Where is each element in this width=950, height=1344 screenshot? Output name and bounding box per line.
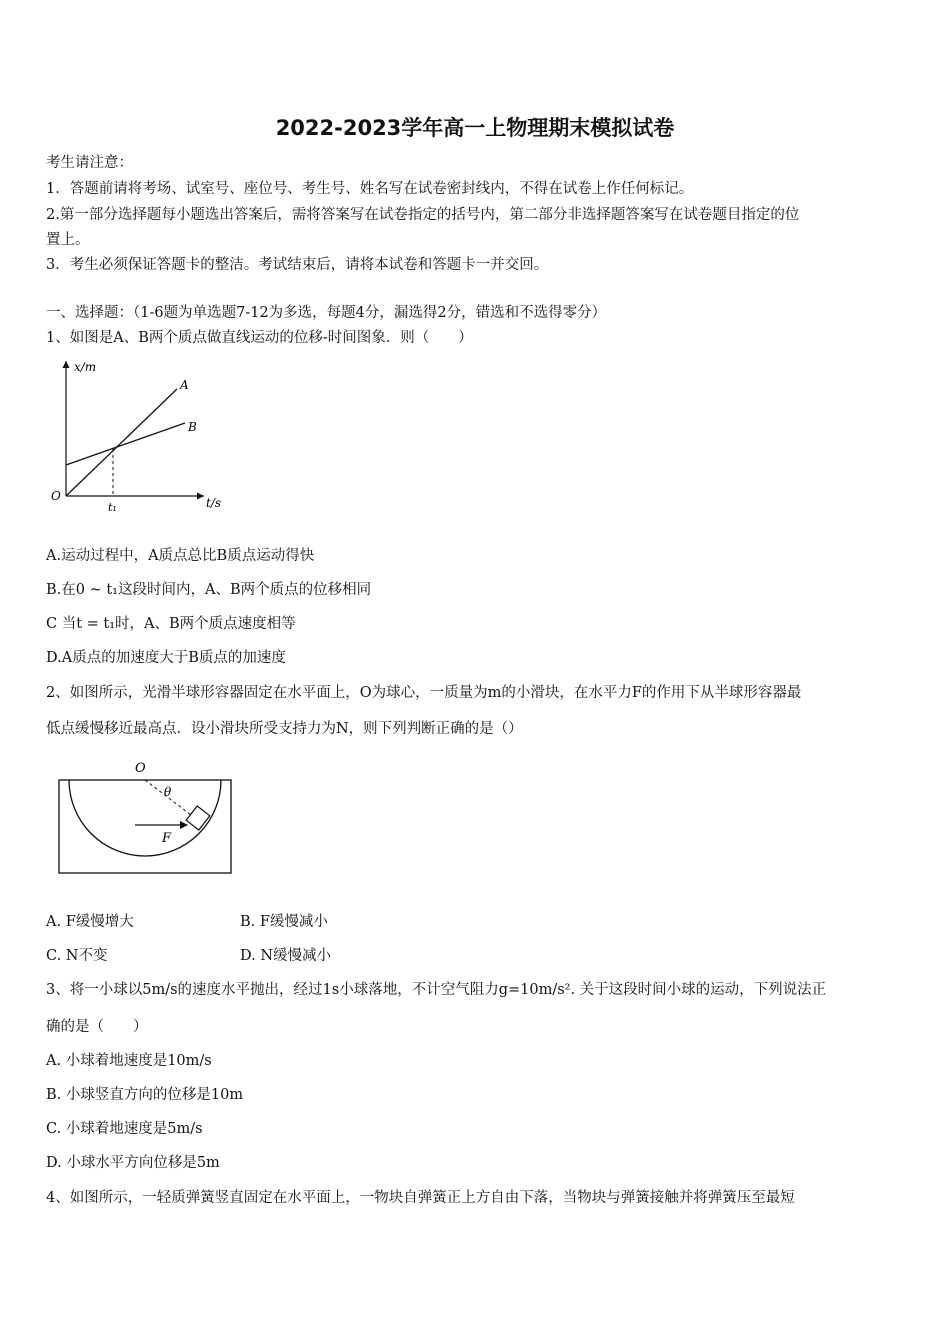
q1-option-a: A.运动过程中，A质点总比B质点运动得快 — [46, 548, 315, 564]
notice-item: 1．答题前请将考场、试室号、座位号、考生号、姓名写在试卷密封线内，不得在试卷上作任何标记。 — [46, 181, 694, 197]
q1-option-b: B.在0 ~ t₁这段时间内，A、B两个质点的位移相同 — [46, 582, 372, 598]
line-b-label: B — [188, 420, 197, 434]
y-axis-label: x/m — [74, 360, 97, 374]
line-a — [66, 389, 177, 496]
q1-option-d: D.A质点的加速度大于B质点的加速度 — [46, 650, 286, 666]
q2-option-d: D. N缓慢减小 — [240, 948, 332, 964]
line-a-label: A — [180, 378, 189, 392]
q1-option-c: C 当t = t₁时，A、B两个质点速度相等 — [46, 616, 296, 632]
q2-stem-line1: 2、如图所示，光滑半球形容器固定在水平面上，O为球心，一质量为m的小滑块，在水平力F的作用下从半球形容器最 — [46, 685, 802, 701]
q1-xt-graph — [44, 355, 234, 520]
q2-option-a: A. F缓慢增大 — [46, 914, 134, 930]
q3-option-c: C. 小球着地速度是5m/s — [46, 1121, 203, 1137]
q2-option-c: C. N不变 — [46, 948, 108, 964]
q3-stem-line2: 确的是（ ） — [46, 1019, 148, 1035]
origin-label: O — [51, 489, 61, 503]
force-label: F — [162, 831, 172, 846]
q3-stem-line1: 3、将一小球以5m/s的速度水平抛出，经过1s小球落地，不计空气阻力g=10m/s². 关于这段时间小球的运动，下列说法正 — [46, 982, 827, 998]
q3-option-a: A. 小球着地速度是10m/s — [46, 1053, 212, 1069]
q4-stem-line1: 4、如图所示，一轻质弹簧竖直固定在水平面上，一物块自弹簧正上方自由下落，当物块与弹簧接触并将弹簧压至最短 — [46, 1190, 795, 1206]
slider-block — [186, 806, 210, 830]
notice-item: 置上。 — [46, 232, 90, 248]
page-title: 2022-2023学年高一上物理期末模拟试卷 — [275, 116, 675, 140]
notice-heading: 考生请注意： — [46, 155, 133, 171]
q2-option-b: B. F缓慢减小 — [240, 914, 328, 930]
q1-stem: 1、如图是A、B两个质点做直线运动的位移-时间图象．则（ ） — [46, 330, 473, 346]
t1-tick-label: t₁ — [108, 501, 117, 514]
section-heading: 一、选择题：（1-6题为单选题7-12为多选，每题4分，漏选得2分，错选和不选得零分） — [46, 305, 607, 321]
q3-option-b: B. 小球竖直方向的位移是10m — [46, 1087, 244, 1103]
q2-stem-line2: 低点缓慢移近最高点．设小滑块所受支持力为N，则下列判断正确的是（） — [46, 721, 523, 737]
q2-hemisphere-figure — [52, 755, 242, 880]
x-axis-label: t/s — [206, 496, 222, 510]
line-b — [66, 423, 185, 465]
notice-item: 2.第一部分选择题每小题选出答案后，需将答案写在试卷指定的括号内，第二部分非选择题答案写在试卷题目指定的位 — [46, 207, 800, 223]
angle-label: θ — [164, 785, 172, 799]
force-arrowhead — [180, 821, 188, 829]
q3-option-d: D. 小球水平方向位移是5m — [46, 1155, 220, 1171]
center-label: O — [135, 761, 146, 776]
notice-item: 3．考生必须保证答题卡的整洁。考试结束后，请将本试卷和答题卡一并交回。 — [46, 257, 549, 273]
